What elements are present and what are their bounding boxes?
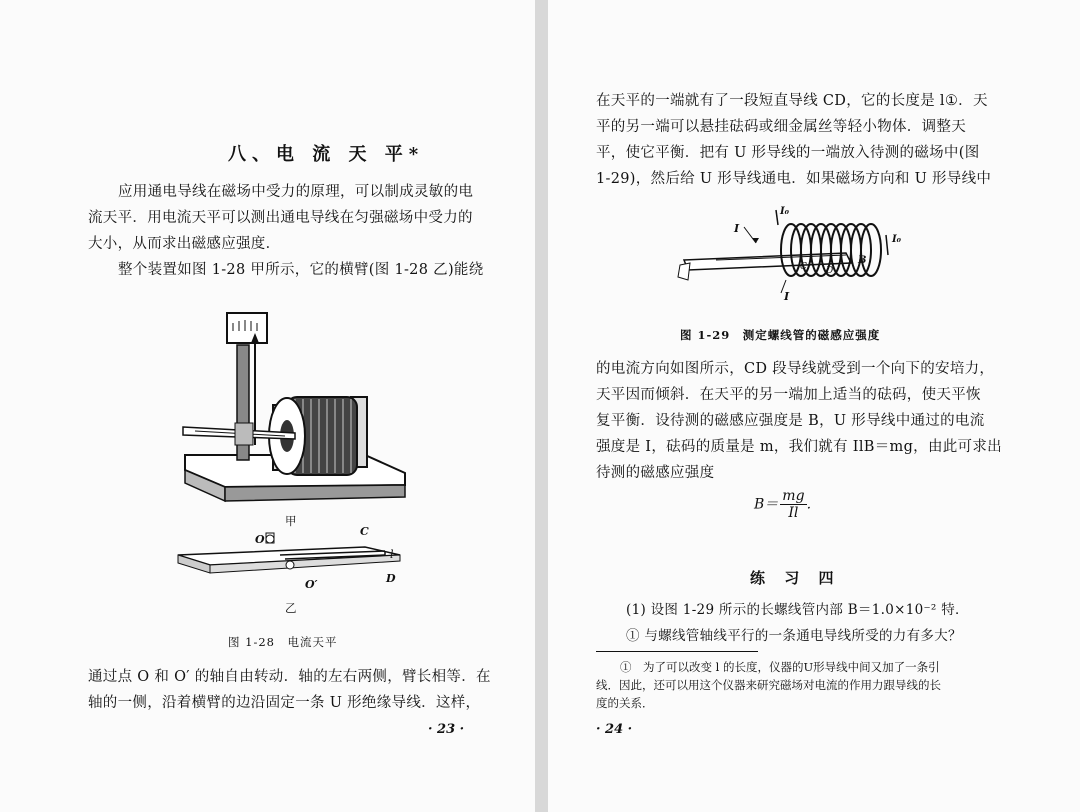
exercise-title: 练 习 四 [750, 569, 841, 587]
figure-label-yi: 乙 [285, 601, 298, 615]
paragraph-1-line-2: 流天平．用电流天平可以测出通电导线在匀强磁场中受力的 [88, 210, 473, 226]
right-line-2: 平的另一端可以悬挂砝码或细金属丝等轻小物体．调整天 [596, 119, 966, 135]
right-line-4: 1-29)，然后给 U 形导线通电．如果磁场方向和 U 形导线中 [596, 171, 992, 187]
page-number-left: · 23 · [428, 722, 465, 737]
right-line-3: 平，使它平衡．把有 U 形导线的一端放入待测的磁场中(图 [596, 145, 980, 161]
footnote-line-1: ① 为了可以改变 l 的长度，仪器的U形导线中间又加了一条引 [620, 660, 940, 674]
fig-label-I: I [734, 222, 740, 235]
fig-label-I0-top: I₀ [780, 206, 790, 217]
fig-label-C: C [800, 262, 807, 272]
left-page [0, 0, 535, 812]
label-O: O [255, 533, 265, 546]
footnote-line-2: 线．因此，还可以用这个仪器来研究磁场对电流的作用力跟导线的长 [596, 678, 941, 692]
footnote-line-3: 度的关系． [596, 696, 654, 710]
right-page [548, 0, 1080, 812]
solenoid-figure [676, 205, 906, 305]
right-line-1: 在天平的一端就有了一段短直导线 CD，它的长度是 l①．天 [596, 93, 988, 109]
page-number-right: · 24 · [596, 722, 633, 737]
formula-fraction [780, 488, 806, 521]
formula-B [754, 488, 821, 521]
label-C: C [360, 525, 369, 538]
figure-caption-1-29: 图 1-29 测定螺线管的磁感应强度 [680, 328, 881, 342]
fig-label-I0-right: I₀ [892, 234, 902, 245]
formula-denominator: Il [788, 505, 799, 521]
section-title: 八、电 流 天 平* [228, 144, 425, 165]
label-l: l [390, 548, 394, 561]
figure-caption-1-28: 图 1-28 电流天平 [228, 635, 338, 649]
footnote-rule [596, 651, 758, 652]
exercise-item-1: (1) 设图 1-29 所示的长螺线管内部 B＝1.0×10⁻² 特． [626, 602, 969, 618]
formula-lhs: B＝ [754, 496, 779, 513]
right-line-9: 待测的磁感应强度 [596, 465, 715, 481]
paragraph-3-line-1: 通过点 O 和 O′ 的轴自由转动．轴的左右两侧，臂长相等．在 [88, 669, 491, 685]
paragraph-2-line-1: 整个装置如图 1-28 甲所示，它的横臂(图 1-28 乙)能绕 [118, 262, 484, 278]
paragraph-3-line-2: 轴的一侧，沿着横臂的边沿固定一条 U 形绝缘导线．这样， [88, 695, 481, 711]
label-O-prime: O′ [305, 578, 318, 591]
formula-numerator: mg [782, 488, 805, 504]
current-balance-figure [175, 305, 415, 510]
right-line-8: 强度是 I，砝码的质量是 m，我们就有 IlB＝mg，由此可求出 [596, 439, 1002, 455]
label-D: D [386, 572, 396, 585]
beam-figure [170, 525, 410, 595]
right-line-7: 复平衡．设待测的磁感应强度是 B，U 形导线中通过的电流 [596, 413, 985, 429]
exercise-item-1-sub: ① 与螺线管轴线平行的一条通电导线所受的力有多大？ [626, 628, 962, 644]
paragraph-1-line-1: 应用通电导线在磁场中受力的原理，可以制成灵敏的电 [118, 184, 474, 200]
right-line-6: 天平因而倾斜．在天平的另一端加上适当的砝码，使天平恢 [596, 387, 981, 403]
fig-label-B: B [858, 255, 867, 266]
right-line-5: 的电流方向如图所示，CD 段导线就受到一个向下的安培力， [596, 361, 995, 377]
figure-label-jia: 甲 [285, 514, 298, 528]
fig-label-I-bottom: I [784, 290, 790, 303]
fig-label-D: D [826, 266, 834, 276]
formula-end: ． [806, 496, 821, 513]
paragraph-1-line-3: 大小，从而求出磁感应强度． [88, 236, 281, 252]
